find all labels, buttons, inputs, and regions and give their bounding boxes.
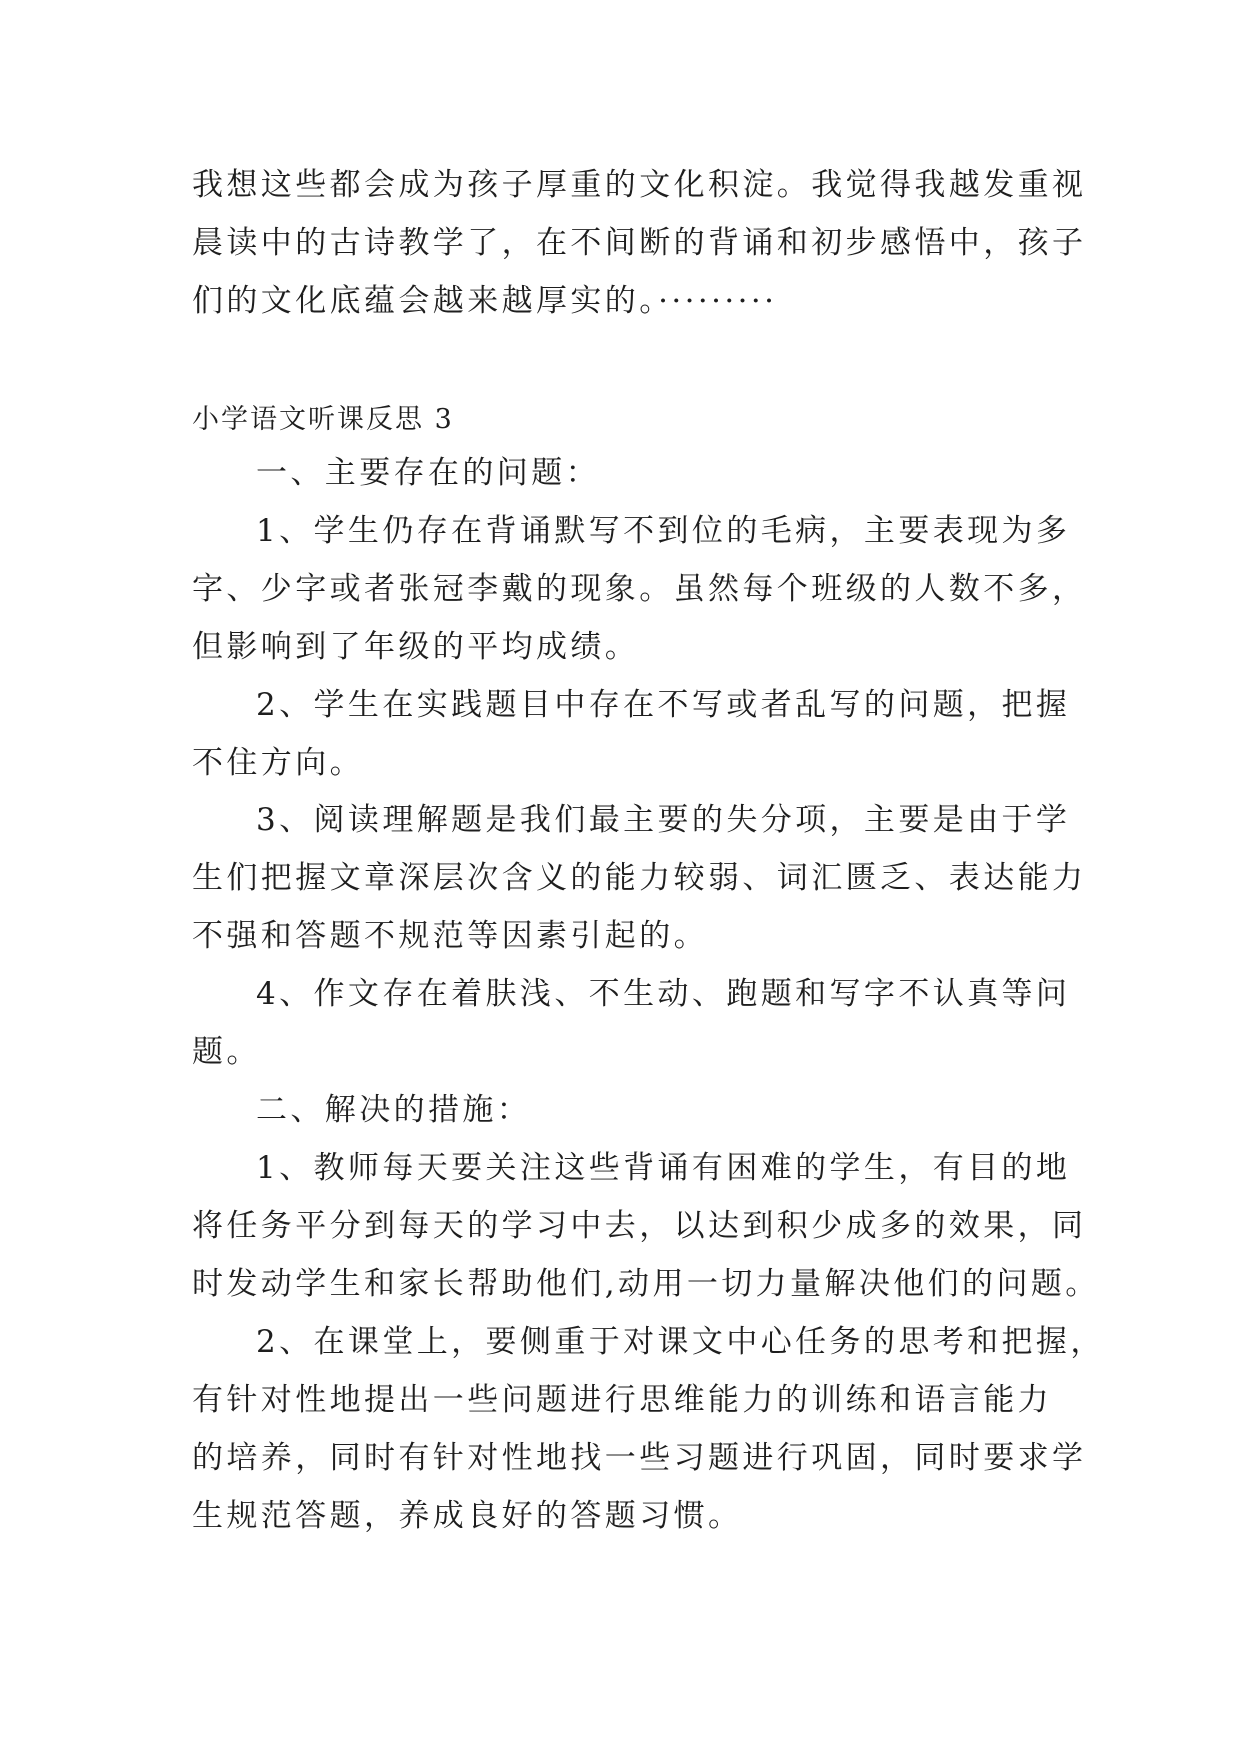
intro-line-1: 我想这些都会成为孩子厚重的文化积淀。我觉得我越发重视 <box>192 167 1087 203</box>
measures-heading: 二、解决的措施： <box>256 1092 532 1128</box>
measure-2-line-2: 有针对性地提出一些问题进行思维能力的训练和语言能力 <box>192 1382 1052 1418</box>
problem-4-line-1: 4、作文存在着肤浅、不生动、跑题和写字不认真等问 <box>256 976 1071 1012</box>
problem-1-line-3: 但影响到了年级的平均成绩。 <box>192 629 640 665</box>
problems-heading: 一、主要存在的问题： <box>256 455 600 491</box>
problem-3-line-2: 生们把握文章深层次含义的能力较弱、词汇匮乏、表达能力 <box>192 860 1087 896</box>
problem-1-line-2: 字、少字或者张冠李戴的现象。虽然每个班级的人数不多， <box>192 571 1087 607</box>
intro-line-2: 晨读中的古诗教学了，在不间断的背诵和初步感悟中，孩子 <box>192 225 1087 261</box>
problem-2-line-2: 不住方向。 <box>192 745 364 781</box>
problem-1-line-1: 1、学生仍存在背诵默写不到位的毛病，主要表现为多 <box>256 513 1071 549</box>
measure-2-line-3: 的培养，同时有针对性地找一些习题进行巩固，同时要求学 <box>192 1440 1087 1476</box>
measure-2-line-4: 生规范答题，养成良好的答题习惯。 <box>192 1498 743 1534</box>
measure-1-line-3: 时发动学生和家长帮助他们,动用一切力量解决他们的问题。 <box>192 1266 1100 1302</box>
intro-line-3: 们的文化底蕴会越来越厚实的。········· <box>192 283 778 319</box>
problem-4-line-2: 题。 <box>192 1034 261 1070</box>
measure-2-line-1: 2、在课堂上，要侧重于对课文中心任务的思考和把握， <box>256 1324 1105 1360</box>
problem-3-line-1: 3、阅读理解题是我们最主要的失分项，主要是由于学 <box>256 802 1071 838</box>
section-title: 小学语文听课反思 3 <box>192 404 454 435</box>
problem-2-line-1: 2、学生在实践题目中存在不写或者乱写的问题，把握 <box>256 687 1071 723</box>
measure-1-line-2: 将任务平分到每天的学习中去，以达到积少成多的效果，同 <box>192 1208 1087 1244</box>
measure-1-line-1: 1、教师每天要关注这些背诵有困难的学生，有目的地 <box>256 1150 1071 1186</box>
problem-3-line-3: 不强和答题不规范等因素引起的。 <box>192 918 708 954</box>
